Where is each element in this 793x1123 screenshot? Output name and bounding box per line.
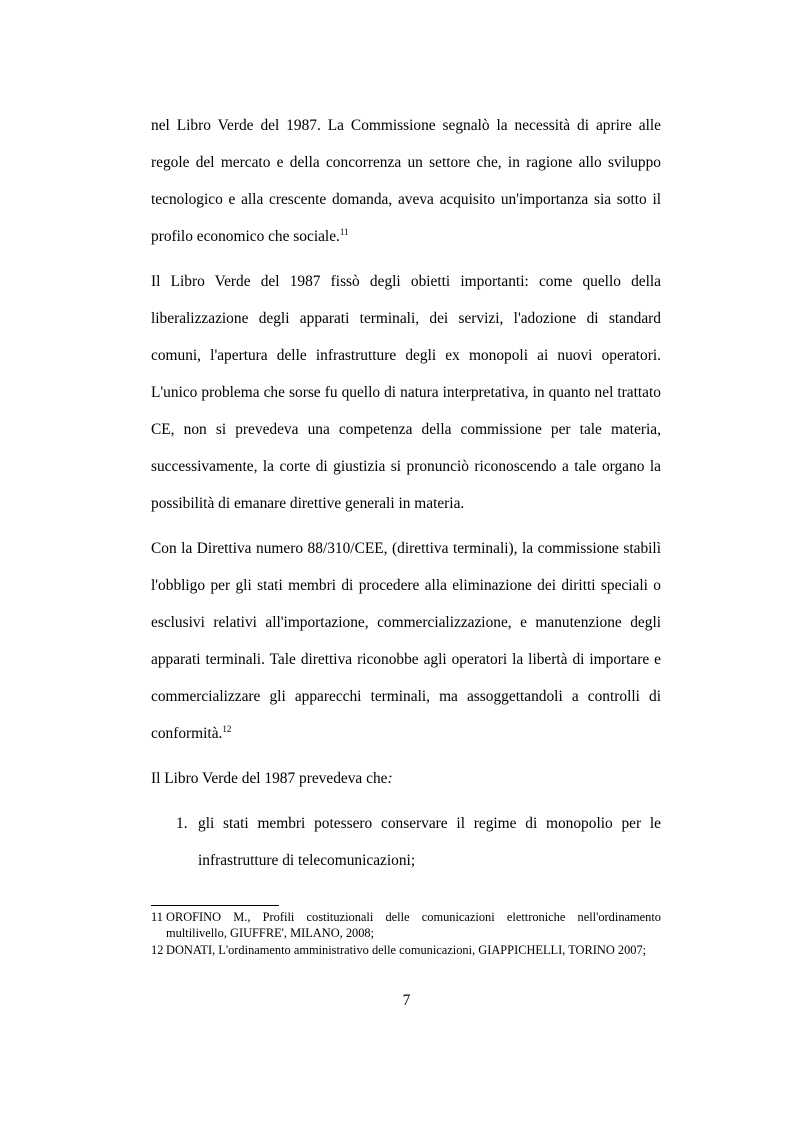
paragraph-1-text: nel Libro Verde del 1987. La Commissione segnalò la necessità di aprire alle regole del mercato e della concorrenza un settore che, in ragione allo sviluppo tecnologico e alla crescente domanda, aveva acquisito un'importanza sia sotto il profilo economico che sociale. xyxy=(151,117,661,245)
footnote-ref-12[interactable]: 12 xyxy=(222,724,232,734)
paragraph-4-colon: : xyxy=(387,770,393,787)
numbered-list xyxy=(151,805,661,879)
footnote-separator xyxy=(151,905,279,906)
footnote-11 xyxy=(151,910,661,941)
footnote-text: DONATI, L'ordinamento amministrativo delle comunicazioni, GIAPPICHELLI, TORINO 2007; xyxy=(166,943,647,957)
paragraph-2-text: Il Libro Verde del 1987 fissò degli obietti importanti: come quello della liberalizzazione degli apparati terminali, dei servizi, l'adozione di standard comuni, l'apertura delle infrastrutture degli ex monopoli ai nuovi operatori. L'unico problema che sorse fu quello di natura interpretativa, in quanto nel trattato CE, non si prevedeva una competenza della commissione per tale materia, successivamente, la corte di giustizia si pronunciò riconoscendo a tale organo la possibilità di emanare direttive generali in materia. xyxy=(151,273,661,512)
footnote-12 xyxy=(151,943,661,959)
body-text xyxy=(151,107,661,879)
footnote-number: 12 xyxy=(151,943,164,957)
page-number: 7 xyxy=(402,992,411,1009)
paragraph-4-text: Il Libro Verde del 1987 prevedeva che xyxy=(151,770,388,787)
footnote-number: 11 xyxy=(151,910,163,924)
footnote-ref-11[interactable]: 11 xyxy=(339,227,349,237)
footnote-text: OROFINO M., Profili costituzionali delle comunicazioni elettroniche nell'ordinamento multilivello, GIUFFRE', MILANO, 2008; xyxy=(166,910,661,940)
list-item-text: gli stati membri potessero conservare il regime di monopolio per le infrastrutture di telecomunicazioni; xyxy=(198,815,661,869)
footnotes xyxy=(151,910,661,961)
paragraph-3-text: Con la Direttiva numero 88/310/CEE, (direttiva terminali), la commissione stabilì l'obbligo per gli stati membri di procedere alla eliminazione dei diritti speciali o esclusivi relativi all'importazione, commercializzazione, e manutenzione degli apparati terminali. Tale direttiva riconobbe agli operatori la libertà di importare e commercializzare gli apparecchi terminali, ma assoggettandoli a controlli di conformità. xyxy=(151,540,661,742)
paragraph-1 xyxy=(151,107,661,255)
list-item xyxy=(151,805,661,879)
paragraph-2 xyxy=(151,263,661,522)
list-item-number: 1. xyxy=(176,815,188,832)
paragraph-4 xyxy=(151,760,661,797)
paragraph-3 xyxy=(151,530,661,752)
